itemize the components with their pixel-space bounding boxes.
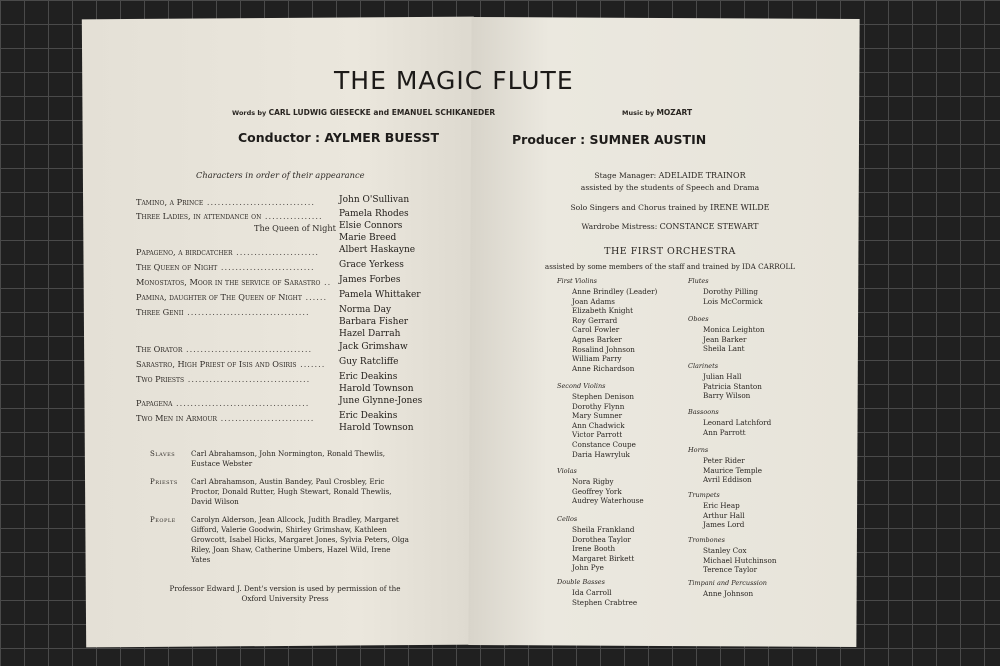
words-credit — [232, 108, 495, 117]
cast-heading: Characters in order of their appearance — [196, 170, 365, 180]
conductor-name: AYLMER BUESST — [324, 130, 439, 145]
musician-name: Leonard Latchford — [703, 418, 772, 427]
musician-name: Irene Booth — [572, 544, 616, 554]
wardrobe-label: Wardrobe Mistress: — [581, 222, 658, 231]
musician-name: Ida Carroll — [572, 588, 612, 597]
role-name: Pamina, daughter of The Queen of Night — [136, 292, 302, 302]
group-members: Carolyn Alderson, Jean Allcock, Judith Bradley, Margaret Gifford, Valerie Goodwin, Shirley Grimshaw, Kathleen Growcott, Isabel Hicks, Margaret Jones, Sylvia Peters, Olga Riley, Joan Shaw, Catherine Umbers, Hazel Wild, Irene Yates — [191, 515, 409, 564]
cast-role — [136, 292, 327, 302]
music-by: MOZART — [656, 108, 693, 117]
musician-name: Ann Chadwick — [572, 420, 625, 430]
permission-line-1: Professor Edward J. Dent's version is used by permission of the — [169, 584, 401, 593]
musician-name: Sheila Frankland — [572, 525, 635, 534]
musician-name: Michael Hutchinson — [703, 555, 777, 565]
chorus-trainer-line — [530, 203, 810, 212]
actor-name: Hazel Darrah — [339, 329, 401, 339]
section-label: Second Violins — [557, 382, 606, 390]
musician-name: John Pye — [572, 563, 604, 573]
musician-name: Anne Richardson — [572, 363, 635, 373]
musician-name: Dorothy Flynn — [572, 401, 625, 411]
actor-name: Eric Deakins — [339, 372, 398, 382]
role-name: Tamino, a Prince — [136, 197, 204, 207]
musician-name: Terence Taylor — [703, 565, 758, 575]
musician-name: Daria Hawryluk — [572, 449, 630, 459]
role-name-continued: The Queen of Night — [254, 223, 336, 233]
musician-name: Audrey Waterhouse — [572, 496, 644, 506]
chorus-label: Solo Singers and Chorus trained by — [570, 203, 708, 212]
musician-name: Roy Gerrard — [572, 315, 618, 325]
producer-line — [512, 132, 706, 147]
producer-name: SUMNER AUSTIN — [589, 132, 707, 147]
actor-name: Harold Townson — [339, 423, 414, 433]
musician-name: Monica Leighton — [703, 325, 765, 334]
musician-name: Geoffrey York — [572, 486, 622, 496]
role-name: The Orator — [136, 344, 183, 354]
section-label: Trombones — [688, 536, 725, 544]
conductor-line — [238, 130, 439, 145]
cast-role — [136, 262, 315, 272]
words-label: Words by — [232, 109, 267, 117]
actor-name: Barbara Fisher — [339, 317, 409, 327]
musician-name: Stephen Crabtree — [572, 597, 638, 607]
musician-name: Arthur Hall — [703, 510, 745, 520]
musician-name: Elizabeth Knight — [572, 306, 633, 316]
orchestra-subtitle: assisted by some members of the staff and trained by IDA CARROLL — [544, 262, 796, 271]
musician-name: Mary Sumner — [572, 411, 623, 421]
cast-role — [136, 344, 312, 354]
dot-leader: ....... — [296, 359, 326, 369]
chorus-trainer: IRENE WILDE — [710, 203, 770, 212]
role-name: Three Ladies, in attendance on — [136, 211, 262, 221]
cast-role — [136, 211, 323, 221]
musician-name: Dorothea Taylor — [572, 534, 631, 544]
stage-manager-label: Stage Manager: — [594, 171, 657, 180]
wardrobe-line — [530, 222, 810, 231]
section-label: Bassoons — [688, 408, 719, 416]
dot-leader: .................................. — [183, 307, 310, 317]
dot-leader: ....................... — [232, 247, 320, 257]
orchestra-title: THE FIRST ORCHESTRA — [604, 246, 736, 257]
musician-name: Avril Eddison — [703, 475, 752, 485]
section-label: Flutes — [688, 277, 709, 285]
musician-name: Eric Heap — [703, 501, 740, 510]
actor-name: Marie Breed — [339, 233, 397, 243]
actor-name: James Forbes — [339, 275, 401, 285]
dot-leader: ...... — [301, 292, 328, 302]
musician-name: Carol Fowler — [572, 325, 620, 335]
section-label: Double Basses — [557, 578, 605, 586]
stage-assist: assisted by the students of Speech and Drama — [580, 183, 760, 192]
producer-label: Producer : — [512, 132, 586, 147]
musician-name: Peter Rider — [703, 456, 745, 465]
actor-name: Grace Yerkess — [339, 260, 404, 270]
dot-leader: .......................... — [217, 262, 315, 272]
cast-role — [136, 277, 331, 287]
group-members: Carl Abrahamson, Austin Bandey, Paul Crosbley, Eric Proctor, Donald Rutter, Hugh Stewart, Ronald Thewlis, David Wilson — [191, 477, 392, 506]
musician-name: Julian Hall — [703, 372, 742, 381]
programme-title: THE MAGIC FLUTE — [334, 66, 574, 95]
actor-name: Pamela Whittaker — [339, 290, 421, 300]
musician-name: Anne Johnson — [703, 589, 754, 598]
cast-role — [136, 307, 310, 317]
dot-leader: .. — [320, 277, 332, 287]
dot-leader: .................................. — [184, 374, 311, 384]
group-label: Priests — [150, 478, 178, 486]
musician-name: Lois McCormick — [703, 296, 763, 306]
musician-name: Barry Wilson — [703, 391, 751, 401]
actor-name: John O'Sullivan — [339, 195, 410, 205]
role-name: Papageno, a birdcatcher — [136, 247, 233, 257]
musician-name: Dorothy Pilling — [703, 287, 758, 296]
group-label: People — [150, 516, 176, 524]
cast-role — [136, 374, 310, 384]
role-name: Sarastro, High Priest of Isis and Osiris — [136, 359, 297, 369]
section-label: First Violins — [557, 277, 597, 285]
musician-name: James Lord — [703, 520, 745, 530]
musician-name: Patricia Stanton — [703, 381, 762, 391]
role-name: Monostatos, Moor in the service of Sarastro — [136, 277, 321, 287]
actor-name: Elsie Connors — [339, 221, 403, 231]
actor-name: Pamela Rhodes — [339, 209, 409, 219]
musician-name: William Parry — [572, 354, 622, 364]
dot-leader: ................................... — [182, 344, 313, 354]
cast-role — [136, 413, 314, 423]
role-name: The Queen of Night — [136, 262, 218, 272]
cast-role — [136, 197, 315, 207]
musician-name: Victor Parrott — [572, 430, 623, 440]
musician-name: Maurice Temple — [703, 465, 763, 475]
musician-name: Constance Coupe — [572, 440, 636, 449]
section-label: Cellos — [557, 515, 578, 523]
actor-name: June Glynne-Jones — [339, 396, 423, 406]
section-label: Trumpets — [688, 491, 720, 499]
musician-name: Anne Brindley (Leader) — [572, 287, 658, 296]
dot-leader: ................ — [261, 211, 323, 221]
musician-name: Joan Adams — [572, 296, 615, 306]
musician-name: Jean Barker — [703, 334, 747, 344]
stage-manager-name: ADELAIDE TRAINOR — [658, 171, 746, 180]
dot-leader: .............................. — [203, 197, 315, 207]
group-members: Carl Abrahamson, John Normington, Ronald Thewlis, Eustace Webster — [191, 449, 386, 468]
conductor-label: Conductor : — [238, 130, 320, 145]
cast-role — [136, 398, 309, 408]
permission-note — [140, 584, 430, 604]
musician-name: Ann Parrott — [703, 427, 746, 437]
musician-name: Agnes Barker — [572, 335, 622, 344]
musician-name: Rosalind Johnson — [572, 344, 635, 354]
group-label: Slaves — [150, 450, 176, 458]
words-authors: CARL LUDWIG GIESECKE and EMANUEL SCHIKANEDER — [268, 108, 496, 117]
dot-leader: ..................................... — [172, 398, 310, 408]
actor-name: Norma Day — [339, 305, 392, 315]
actor-name: Eric Deakins — [339, 411, 398, 421]
section-label: Clarinets — [688, 362, 719, 370]
actor-name: Guy Ratcliffe — [339, 357, 399, 367]
role-name: Papagena — [136, 398, 173, 408]
role-name: Two Priests — [136, 374, 185, 384]
section-label: Horns — [688, 446, 709, 454]
cast-role — [136, 247, 319, 257]
actor-name: Jack Grimshaw — [339, 342, 408, 352]
role-name: Three Genii — [136, 307, 184, 317]
role-name: Two Men in Armour — [136, 413, 218, 423]
permission-line-2: Oxford University Press — [241, 594, 329, 603]
wardrobe-name: CONSTANCE STEWART — [659, 222, 759, 231]
musician-name: Margaret Birkett — [572, 553, 635, 563]
section-label: Oboes — [688, 315, 709, 323]
musician-name: Stanley Cox — [703, 546, 747, 555]
music-credit — [622, 108, 692, 117]
cast-role — [136, 359, 325, 369]
dot-leader: .......................... — [217, 413, 315, 423]
section-label: Violas — [557, 467, 577, 475]
musician-name: Nora Rigby — [572, 477, 614, 486]
actor-name: Harold Townson — [339, 384, 414, 394]
musician-name: Sheila Lant — [703, 344, 745, 354]
section-label: Timpani and Percussion — [688, 579, 767, 587]
music-label: Music by — [622, 109, 655, 117]
actor-name: Albert Haskayne — [339, 245, 416, 255]
stage-manager-block — [530, 171, 810, 192]
musician-name: Stephen Denison — [572, 392, 635, 401]
